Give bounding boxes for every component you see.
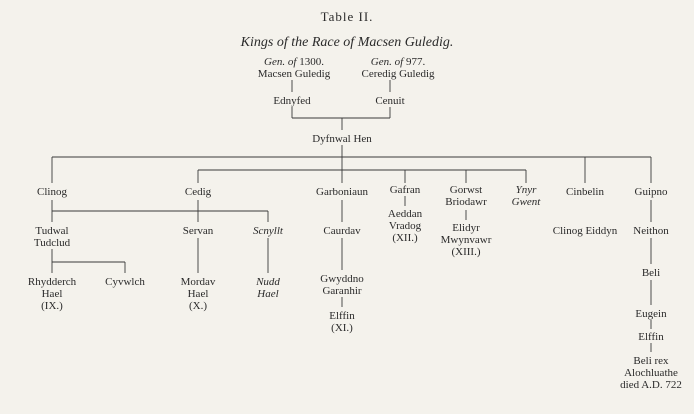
node-beli: Beli (641, 267, 661, 279)
node-tudwal-tudclud: Tudwal Tudclud (33, 225, 71, 249)
gen-prefix-left: Gen. of (264, 56, 297, 68)
node-clinog: Clinog (37, 186, 67, 198)
node-mordav-hael: Mordav Hael (X.) (180, 276, 216, 312)
node-eugein: Eugein (635, 308, 667, 320)
node-dyfnwal-hen: Dyfnwal Hen (312, 133, 372, 145)
node-neithon: Neithon (633, 225, 669, 237)
node-garboniaun: Garboniaun (316, 186, 368, 198)
node-ednyfed: Ednyfed (273, 95, 311, 107)
node-macsen-guledig: Macsen Guledig (257, 68, 331, 80)
node-ynyr-gwent: Ynyr Gwent (511, 184, 541, 208)
node-gwyddno-garanhir: Gwyddno Garanhir (320, 273, 364, 297)
node-clinog-eiddyn: Clinog Eiddyn (552, 225, 618, 237)
table-title: Table II. (320, 9, 374, 24)
node-aeddan-vradog: Aeddan Vradog (XII.) (387, 208, 423, 244)
gen-year-right: 977. (405, 56, 426, 68)
gen-prefix-right: Gen. of (370, 56, 404, 68)
node-gafran: Gafran (389, 184, 421, 196)
node-cenuit: Cenuit (375, 95, 405, 107)
node-cedig: Cedig (184, 186, 212, 198)
node-rhydderch-hael: Rhydderch Hael (IX.) (27, 276, 77, 312)
gen-year-left: 1300. (299, 56, 324, 68)
node-cyvwlch: Cyvwlch (105, 276, 145, 288)
node-ceredig-guledig: Ceredig Guledig (361, 68, 435, 80)
node-elffin: Elffin (638, 331, 664, 343)
table-subtitle: Kings of the Race of Macsen Guledig. (240, 35, 454, 50)
node-beli-rex: Beli rex Alochluathe died A.D. 722 (620, 355, 682, 391)
node-elidyr-mwynvawr: Elidyr Mwynvawr (XIII.) (440, 222, 492, 258)
node-guipno: Guipno (634, 186, 668, 198)
node-gorwst-briodawr: Gorwst Briodawr (445, 184, 487, 208)
node-scnyllt: Scnyllt (253, 225, 283, 237)
node-elffin-xi: Elffin (XI.) (329, 310, 355, 334)
node-caurdav: Caurdav (323, 225, 361, 237)
node-servan: Servan (182, 225, 214, 237)
node-cinbelin: Cinbelin (566, 186, 604, 198)
node-nudd-hael: Nudd Hael (256, 276, 280, 300)
